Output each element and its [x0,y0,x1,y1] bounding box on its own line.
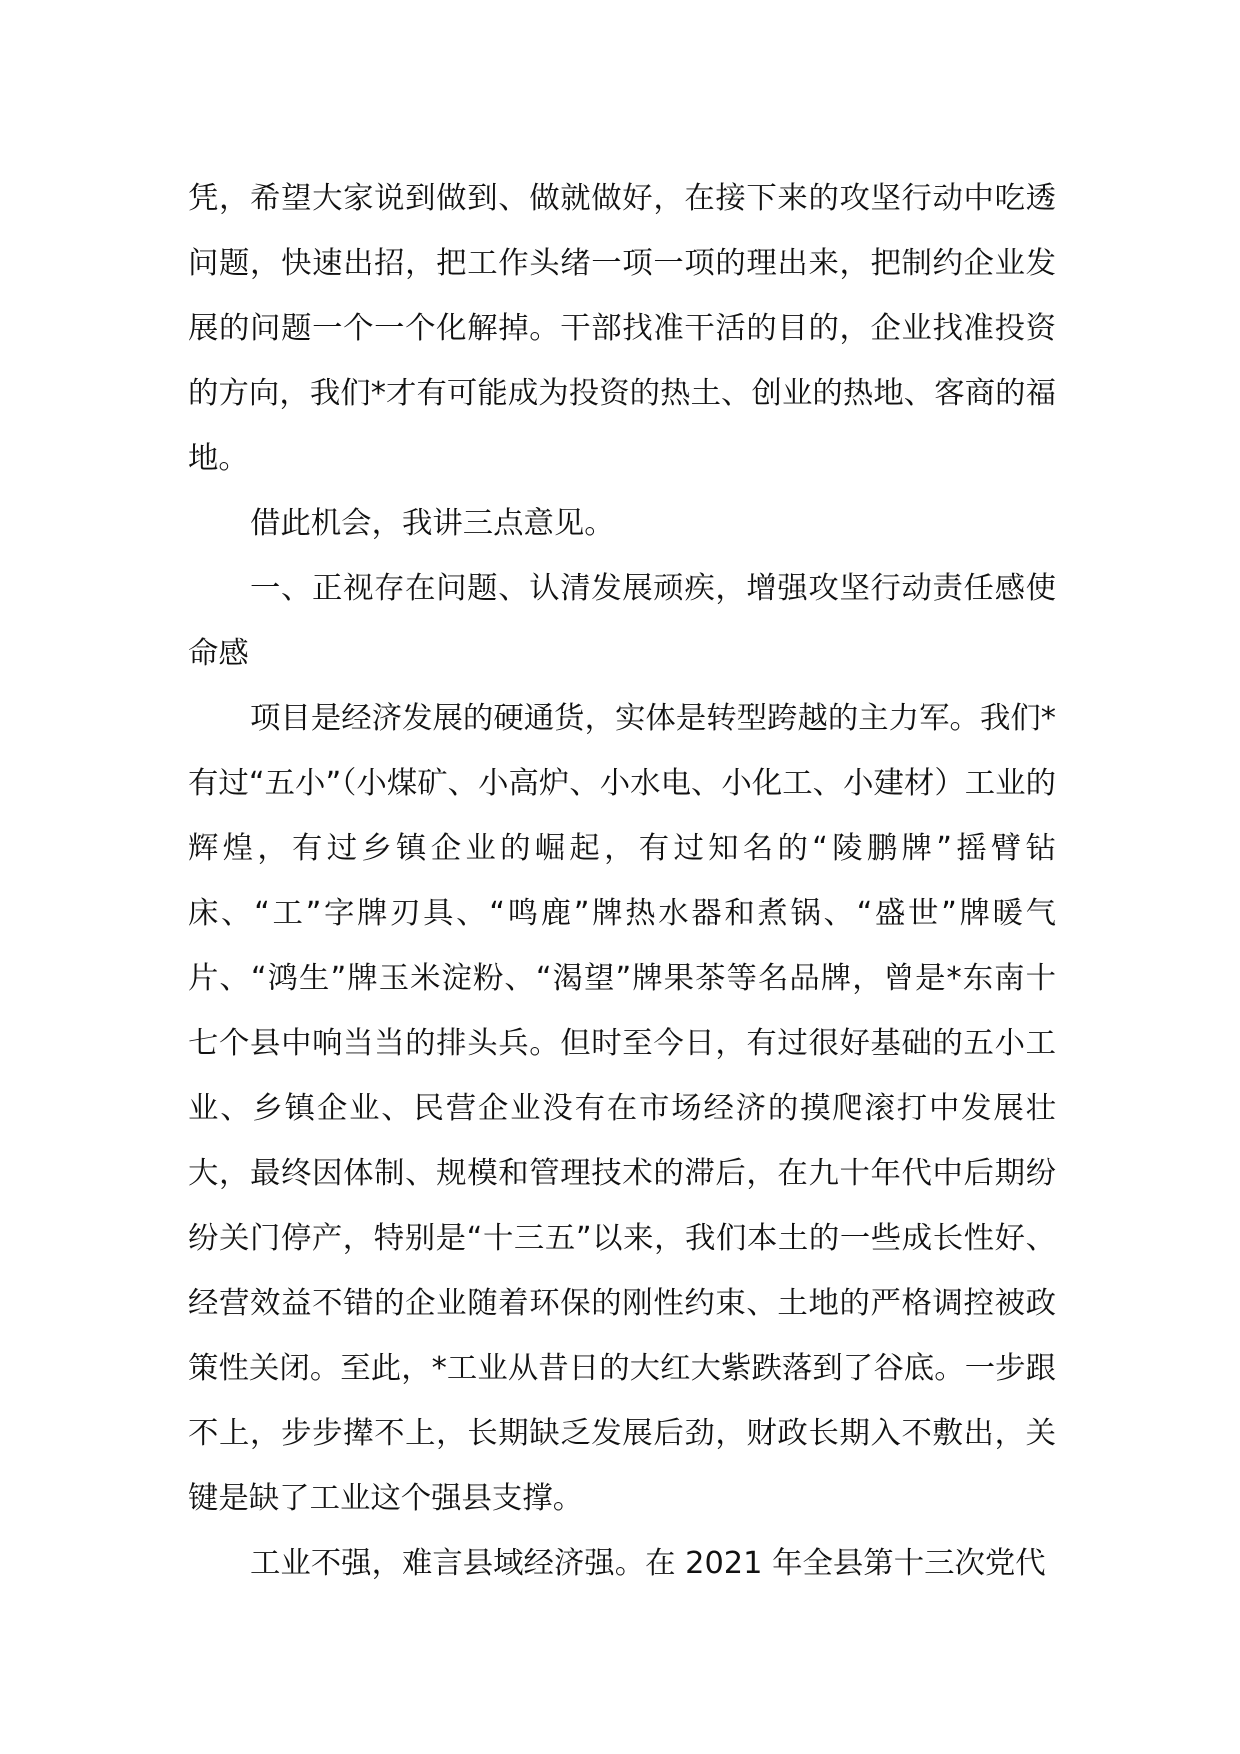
paragraph-industry-strength: 工业不强，难言县域经济强。在 2021 年全县第十三次党代 [250,1546,1046,1581]
document-body [188,166,1056,1596]
section-heading-one: 一、正视存在问题、认清发展顽疾，增强攻坚行动责任感使命感 [188,571,1056,671]
paragraph-intro: 借此机会，我讲三点意见。 [250,506,615,541]
paragraph-continued: 凭，希望大家说到做到、做就做好，在接下来的攻坚行动中吃透问题，快速出招，把工作头绪一项一项的理出来，把制约企业发展的问题一个一个化解掉。干部找准干活的目的，企业找准投资的方向，我们*才有可能成为投资的热土、创业的热地、客商的福地。 [188,181,1056,476]
paragraph-industry-history: 项目是经济发展的硬通货，实体是转型跨越的主力军。我们*有过“五小”（小煤矿、小高炉、小水电、小化工、小建材）工业的辉煌，有过乡镇企业的崛起，有过知名的“陵鹏牌”摇臂钻床、“工”字牌刃具、“鸣鹿”牌热水器和煮锅、“盛世”牌暖气片、“鸿生”牌玉米淀粉、“渴望”牌果茶等名品牌，曾是*东南十七个县中响当当的排头兵。但时至今日，有过很好基础的五小工业、乡镇企业、民营企业没有在市场经济的摸爬滚打中发展壮大，最终因体制、规模和管理技术的滞后，在九十年代中后期纷纷关门停产，特别是“十三五”以来，我们本土的一些成长性好、经营效益不错的企业随着环保的刚性约束、土地的严格调控被政策性关闭。至此，*工业从昔日的大红大紫跌落到了谷底。一步跟不上，步步撵不上，长期缺乏发展后劲，财政长期入不敷出，关键是缺了工业这个强县支撑。 [188,701,1056,1516]
